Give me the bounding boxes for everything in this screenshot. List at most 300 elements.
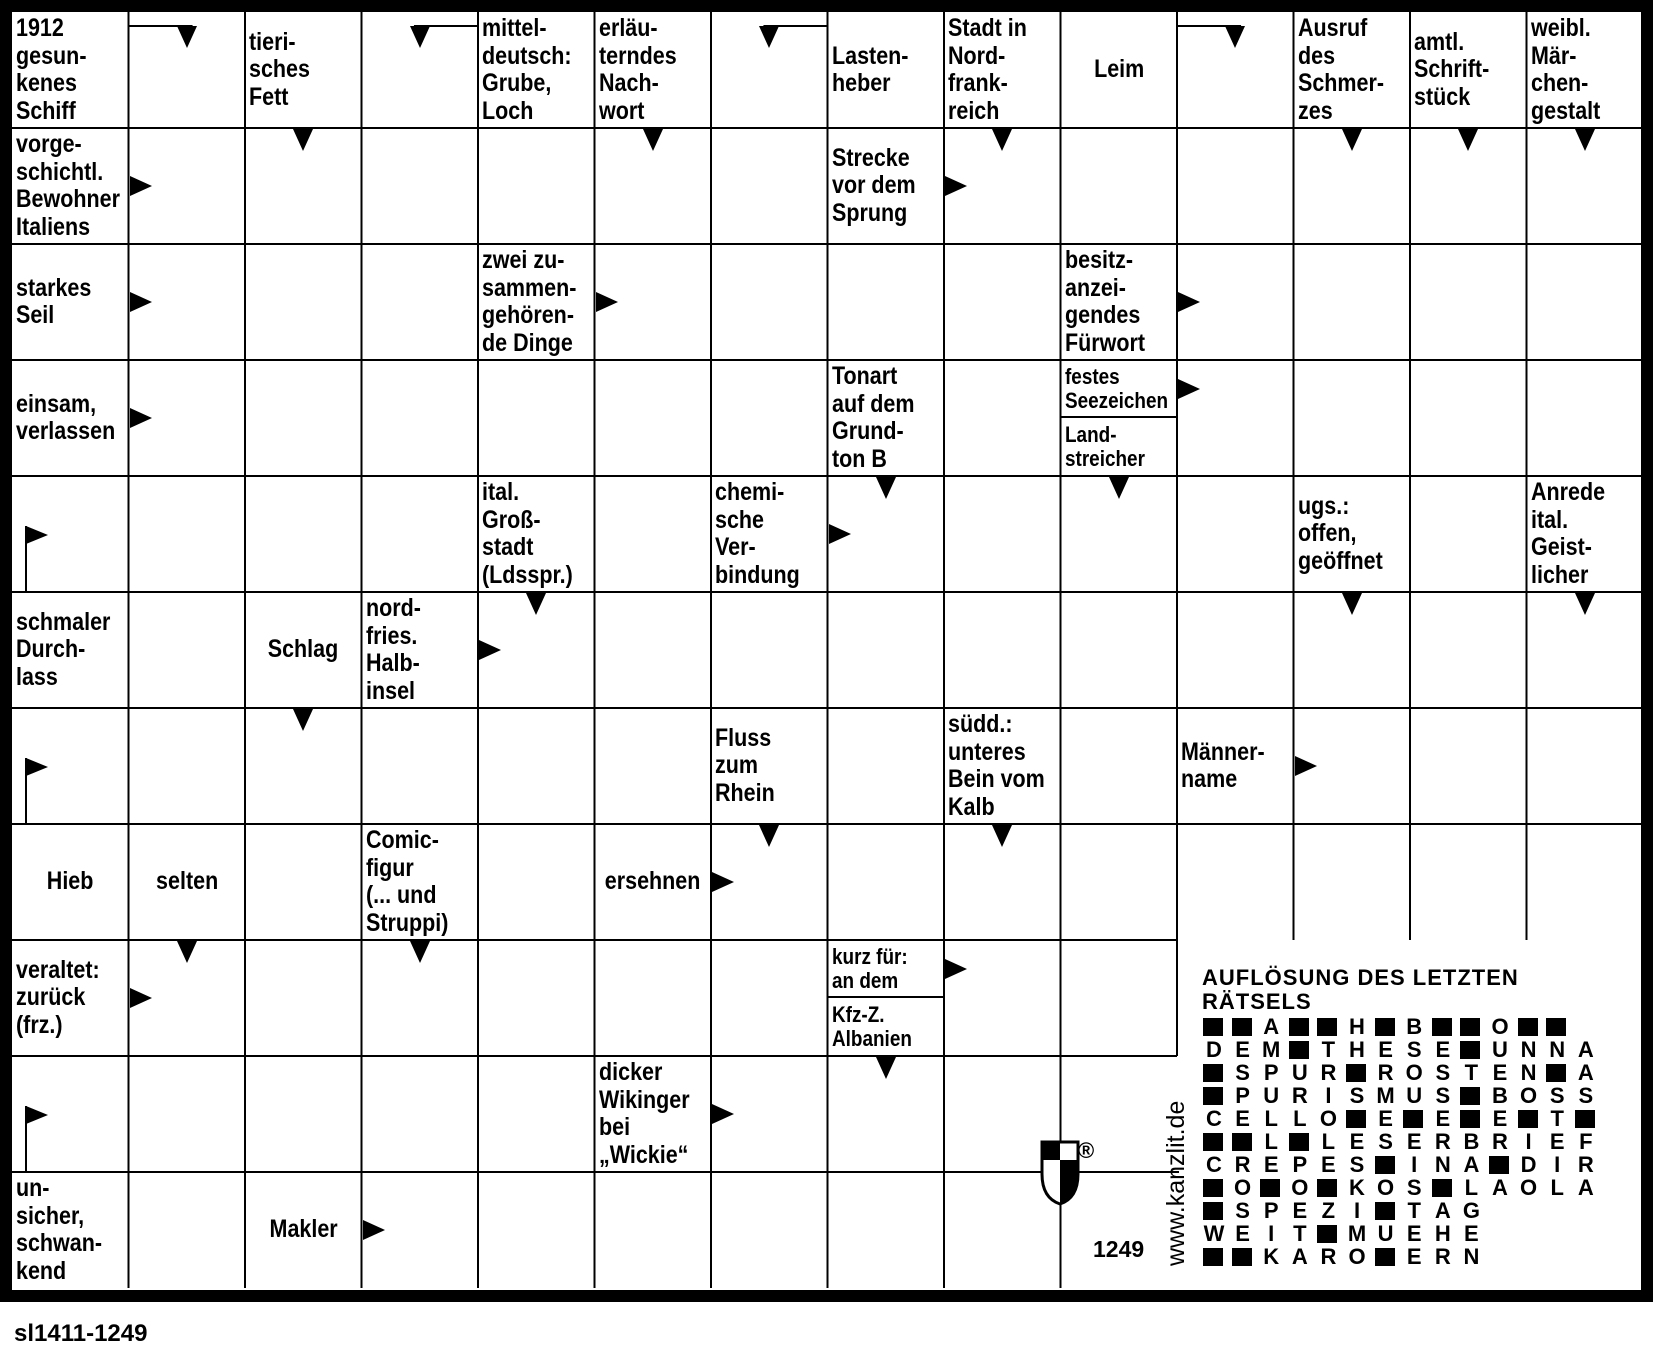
- clue-text: dicker: [598, 1058, 662, 1086]
- clue-text: Makler: [269, 1215, 338, 1244]
- answer-cell[interactable]: [364, 478, 477, 590]
- answer-cell[interactable]: [1063, 594, 1176, 706]
- solution-row: [1200, 1223, 1620, 1245]
- answer-cell[interactable]: [597, 362, 710, 474]
- clue-text: selten: [155, 867, 218, 896]
- solution-letter: G: [1462, 1198, 1480, 1223]
- solution-block: [1515, 1016, 1543, 1038]
- answer-cell[interactable]: [1529, 246, 1642, 358]
- solution-block: [1229, 1016, 1257, 1038]
- answer-cell[interactable]: [946, 478, 1059, 590]
- answer-cell[interactable]: [131, 710, 244, 822]
- answer-cell[interactable]: [480, 130, 593, 242]
- clue-text: schwan-: [16, 1229, 103, 1257]
- clue-text: vor dem: [831, 171, 916, 200]
- answer-cell[interactable]: [131, 1174, 244, 1286]
- answer-cell[interactable]: [1412, 478, 1525, 590]
- answer-cell[interactable]: [247, 478, 360, 590]
- answer-cell[interactable]: [946, 362, 1059, 474]
- solution-letter: E: [1378, 1037, 1393, 1062]
- solution-letter: U: [1492, 1037, 1508, 1062]
- solution-row: [1200, 1246, 1620, 1268]
- solution-letter: L: [1550, 1175, 1564, 1200]
- answer-cell[interactable]: [1529, 594, 1642, 706]
- clue-text: Grube,: [482, 69, 552, 97]
- answer-cell[interactable]: [1063, 130, 1176, 242]
- answer-cell[interactable]: [1063, 478, 1176, 590]
- clue-text: an dem: [831, 967, 898, 993]
- solution-block: [1200, 1131, 1228, 1153]
- solution-letter: M: [1347, 1221, 1367, 1246]
- answer-cell[interactable]: [1063, 942, 1176, 1054]
- answer-cell[interactable]: [14, 1058, 127, 1170]
- clue-text: Sprung: [831, 198, 907, 227]
- answer-cell[interactable]: [247, 942, 360, 1054]
- clue-text: Bewohner: [16, 185, 120, 213]
- answer-cell[interactable]: [14, 710, 127, 822]
- solution-letter: C: [1206, 1152, 1222, 1177]
- clue-text: insel: [365, 676, 415, 705]
- answer-cell[interactable]: [1179, 246, 1292, 358]
- solution-letter: I: [1268, 1221, 1275, 1246]
- clue-text: wort: [598, 96, 644, 125]
- clue-cell: [828, 940, 945, 997]
- solution-letter: S: [1549, 1083, 1565, 1108]
- clue-cell: [828, 128, 945, 244]
- clue-text: gehören-: [482, 301, 574, 329]
- answer-cell[interactable]: [1296, 362, 1409, 474]
- clue-text: fries.: [365, 621, 417, 650]
- solution-letter: P: [1292, 1152, 1308, 1177]
- clue-text: Schrift-: [1414, 55, 1490, 84]
- answer-cell[interactable]: [364, 246, 477, 358]
- answer-cell[interactable]: [480, 1174, 593, 1286]
- solution-block: [1486, 1154, 1514, 1176]
- answer-cell[interactable]: [1529, 710, 1642, 822]
- clue-cell: [595, 824, 712, 940]
- solution-letter: N: [1549, 1037, 1566, 1062]
- clue-text: Schmer-: [1297, 69, 1384, 97]
- solution-letter: S: [1578, 1083, 1594, 1108]
- solution-letter: B: [1463, 1129, 1480, 1154]
- clue-text: Grund-: [831, 417, 904, 445]
- clue-cell: [944, 12, 1061, 128]
- solution-letter: A: [1577, 1060, 1594, 1085]
- clue-text: besitz-: [1064, 246, 1133, 274]
- solution-letter: R: [1434, 1244, 1451, 1269]
- clue-text: Schiff: [16, 96, 76, 125]
- clue-text: un-: [16, 1174, 50, 1202]
- answer-cell[interactable]: [364, 362, 477, 474]
- clue-text: heber: [831, 69, 891, 97]
- answer-cell[interactable]: [713, 826, 826, 938]
- clue-text: zum: [715, 751, 758, 780]
- clue-text: chemi-: [715, 478, 785, 506]
- solution-block: [1372, 1200, 1400, 1222]
- clue-cell: [12, 360, 129, 476]
- answer-cell[interactable]: [1179, 826, 1292, 938]
- clue-text: kenes: [16, 69, 77, 97]
- solution-letter: S: [1349, 1083, 1365, 1108]
- solution-letter: K: [1263, 1244, 1280, 1269]
- solution-letter: E: [1435, 1037, 1451, 1062]
- clue-text: Tonart: [831, 362, 897, 390]
- answer-cell[interactable]: [1179, 478, 1292, 590]
- solution-letter: S: [1349, 1152, 1365, 1177]
- solution-block: [1372, 1246, 1400, 1268]
- answer-cell[interactable]: [713, 942, 826, 1054]
- solution-letter: E: [1263, 1152, 1279, 1177]
- answer-cell[interactable]: [597, 942, 710, 1054]
- solution-row: [1200, 1108, 1620, 1130]
- answer-cell[interactable]: [1296, 826, 1409, 938]
- answer-cell[interactable]: [1179, 130, 1292, 242]
- answer-cell[interactable]: [364, 14, 477, 126]
- answer-cell[interactable]: [597, 710, 710, 822]
- clue-text: Stadt in: [948, 14, 1027, 42]
- solution-block: [1200, 1016, 1228, 1038]
- clue-cell: [12, 592, 129, 708]
- clue-cell: [1061, 12, 1178, 128]
- clue-text: südd.:: [948, 710, 1013, 738]
- clue-text: Nach-: [598, 69, 659, 97]
- answer-cell[interactable]: [131, 130, 244, 242]
- solution-letter: O: [1291, 1175, 1309, 1200]
- answer-cell[interactable]: [1412, 362, 1525, 474]
- answer-cell[interactable]: [247, 710, 360, 822]
- answer-cell[interactable]: [713, 1058, 826, 1170]
- answer-cell[interactable]: [480, 942, 593, 1054]
- clue-cell: [1177, 708, 1294, 824]
- answer-cell[interactable]: [1529, 130, 1642, 242]
- answer-cell[interactable]: [713, 362, 826, 474]
- clue-cell: [1061, 244, 1178, 360]
- clue-text: licher: [1530, 560, 1588, 589]
- solution-block: [1457, 1108, 1485, 1130]
- answer-cell[interactable]: [480, 594, 593, 706]
- clue-text: „Wickie“: [598, 1140, 688, 1169]
- answer-cell[interactable]: [946, 594, 1059, 706]
- answer-cell[interactable]: [713, 246, 826, 358]
- clue-cell: [1294, 476, 1411, 592]
- solution-letter: A: [1492, 1175, 1508, 1200]
- answer-cell[interactable]: [1412, 594, 1525, 706]
- clue-text: Kalb: [948, 792, 995, 821]
- clue-text: name: [1181, 765, 1238, 793]
- trademark-symbol: ®: [1078, 1138, 1095, 1163]
- answer-cell[interactable]: [1529, 362, 1642, 474]
- solution-letter: A: [1434, 1198, 1451, 1223]
- clue-text: Fluss: [715, 723, 772, 752]
- clue-cell: [12, 244, 129, 360]
- clue-text: (frz.): [16, 1010, 63, 1039]
- answer-cell[interactable]: [1412, 826, 1525, 938]
- solution-block: [1200, 1177, 1228, 1199]
- solution-letter: A: [1263, 1014, 1280, 1039]
- solution-block: [1286, 1039, 1314, 1061]
- answer-cell[interactable]: [1296, 130, 1409, 242]
- solution-letter: E: [1464, 1221, 1479, 1246]
- answer-cell[interactable]: [830, 478, 943, 590]
- clue-cell: [245, 592, 362, 708]
- solution-block: [1543, 1016, 1571, 1038]
- solution-row: [1200, 1039, 1620, 1061]
- answer-cell[interactable]: [1179, 362, 1292, 474]
- solution-letter: S: [1406, 1037, 1422, 1062]
- clue-text: kend: [16, 1256, 67, 1285]
- answer-cell[interactable]: [830, 710, 943, 822]
- answer-cell[interactable]: [1296, 594, 1409, 706]
- solution-letter: U: [1377, 1221, 1394, 1246]
- answer-cell[interactable]: [14, 478, 127, 590]
- answer-cell[interactable]: [597, 594, 710, 706]
- clue-text: terndes: [598, 41, 677, 70]
- clue-text: amtl.: [1414, 27, 1465, 56]
- clue-text: ton B: [831, 444, 887, 473]
- clue-text: ital.: [1530, 505, 1568, 534]
- clue-text: kurz für:: [831, 943, 908, 969]
- solution-letter: S: [1435, 1060, 1451, 1085]
- solution-letter: O: [1348, 1244, 1366, 1269]
- solution-letter: N: [1463, 1244, 1480, 1269]
- clue-text: lass: [16, 662, 58, 691]
- answer-cell[interactable]: [946, 942, 1059, 1054]
- clue-cell: [1061, 417, 1178, 476]
- answer-cell[interactable]: [480, 1058, 593, 1170]
- answer-cell[interactable]: [946, 130, 1059, 242]
- solution-letter: L: [1321, 1129, 1336, 1154]
- clue-text: (... und: [365, 881, 436, 909]
- solution-letter: A: [1577, 1037, 1594, 1062]
- answer-cell[interactable]: [1063, 826, 1176, 938]
- answer-cell[interactable]: [131, 14, 244, 126]
- answer-cell[interactable]: [946, 826, 1059, 938]
- solution-letter: R: [1291, 1083, 1308, 1108]
- solution-block: [1314, 1016, 1342, 1038]
- answer-cell[interactable]: [131, 942, 244, 1054]
- answer-cell[interactable]: [247, 362, 360, 474]
- clue-cell: [1527, 12, 1644, 128]
- clue-text: anzei-: [1064, 273, 1126, 302]
- solution-letter: O: [1491, 1014, 1509, 1039]
- solution-letter: E: [1406, 1221, 1422, 1246]
- solution-letter: H: [1434, 1221, 1451, 1246]
- clue-text: Wikinger: [598, 1085, 690, 1114]
- solution-letter: A: [1291, 1244, 1308, 1269]
- clue-text: Comic-: [365, 826, 439, 854]
- answer-cell[interactable]: [713, 1174, 826, 1286]
- solution-letter: T: [1407, 1198, 1421, 1223]
- clue-cell: [944, 708, 1061, 824]
- solution-block: [1257, 1177, 1285, 1199]
- solution-letter: M: [1376, 1083, 1395, 1108]
- clue-text: streicher: [1064, 445, 1145, 471]
- clue-text: zes: [1297, 96, 1333, 125]
- clue-text: ersehnen: [604, 867, 701, 896]
- solution-block: [1314, 1223, 1342, 1245]
- solution-letter: O: [1234, 1175, 1252, 1200]
- answer-cell[interactable]: [1529, 826, 1642, 938]
- clue-text: Geist-: [1530, 533, 1592, 561]
- solution-letter: O: [1520, 1175, 1538, 1200]
- answer-cell[interactable]: [597, 478, 710, 590]
- clue-text: sche: [715, 505, 765, 534]
- clue-text: de Dinge: [482, 328, 573, 357]
- clue-text: nord-: [365, 594, 421, 622]
- clue-text: Nord-: [948, 41, 1006, 70]
- solution-letter: E: [1378, 1106, 1393, 1131]
- clue-cell: [129, 824, 246, 940]
- answer-cell[interactable]: [830, 1174, 943, 1286]
- website-label: www.kanzlit.de: [1162, 1100, 1190, 1266]
- solution-letter: O: [1377, 1175, 1395, 1200]
- answer-cell[interactable]: [597, 1174, 710, 1286]
- clue-text: Struppi): [365, 908, 448, 937]
- answer-cell[interactable]: [597, 130, 710, 242]
- answer-cell[interactable]: [364, 1058, 477, 1170]
- solution-letter: E: [1406, 1129, 1422, 1154]
- solution-letter: O: [1319, 1106, 1337, 1131]
- answer-cell[interactable]: [1412, 130, 1525, 242]
- solution-letter: E: [1492, 1106, 1508, 1131]
- answer-cell[interactable]: [131, 594, 244, 706]
- answer-cell[interactable]: [247, 130, 360, 242]
- answer-cell[interactable]: [1063, 710, 1176, 822]
- clue-text: schmaler: [16, 607, 111, 636]
- solution-letter: N: [1520, 1060, 1537, 1085]
- answer-cell[interactable]: [364, 710, 477, 822]
- clue-text: bei: [598, 1113, 630, 1141]
- solution-letter: U: [1291, 1060, 1308, 1085]
- solution-letter: E: [1492, 1060, 1508, 1085]
- solution-block: [1343, 1108, 1371, 1130]
- answer-cell[interactable]: [247, 826, 360, 938]
- solution-block: [1400, 1108, 1428, 1130]
- answer-cell[interactable]: [830, 826, 943, 938]
- clue-cell: [12, 1172, 129, 1288]
- clue-cell: [711, 708, 828, 824]
- solution-letter: K: [1349, 1175, 1365, 1200]
- clue-cell: [245, 1172, 362, 1288]
- clue-text: sammen-: [482, 273, 577, 302]
- answer-cell[interactable]: [131, 1058, 244, 1170]
- solution-title: AUFLÖSUNG DES LETZTEN RÄTSELS: [1202, 965, 1519, 1014]
- answer-cell[interactable]: [597, 246, 710, 358]
- answer-cell[interactable]: [480, 362, 593, 474]
- answer-cell[interactable]: [713, 14, 826, 126]
- clue-text: figur: [365, 853, 414, 882]
- clue-text: frank-: [948, 69, 1008, 97]
- answer-cell[interactable]: [713, 594, 826, 706]
- answer-cell[interactable]: [1179, 594, 1292, 706]
- answer-cell[interactable]: [131, 362, 244, 474]
- answer-cell[interactable]: [131, 478, 244, 590]
- clue-text: Italiens: [16, 212, 91, 241]
- solution-letter: I: [1353, 1198, 1361, 1223]
- clue-text: veraltet:: [16, 955, 100, 984]
- clue-text: schichtl.: [16, 157, 104, 186]
- clue-text: gesun-: [16, 41, 87, 70]
- answer-cell[interactable]: [480, 826, 593, 938]
- solution-letter: R: [1320, 1060, 1337, 1085]
- answer-cell[interactable]: [946, 246, 1059, 358]
- clue-text: gendes: [1064, 301, 1140, 329]
- solution-letter: H: [1349, 1014, 1365, 1039]
- clue-text: Strecke: [831, 143, 910, 172]
- answer-cell[interactable]: [480, 710, 593, 822]
- answer-cell[interactable]: [1296, 246, 1409, 358]
- clue-text: zwei zu-: [482, 246, 565, 274]
- answer-cell[interactable]: [1412, 246, 1525, 358]
- solution-letter: A: [1577, 1175, 1594, 1200]
- clue-text: Albanien: [831, 1025, 912, 1051]
- solution-letter: E: [1435, 1106, 1451, 1131]
- clue-text: weibl.: [1530, 14, 1591, 42]
- clue-text: sicher,: [16, 1201, 85, 1230]
- clue-text: verlassen: [16, 417, 116, 445]
- clue-text: ital.: [482, 478, 520, 506]
- clue-text: bindung: [715, 560, 800, 589]
- solution-letter: E: [1235, 1106, 1250, 1131]
- solution-letter: B: [1492, 1083, 1508, 1108]
- answer-cell[interactable]: [1179, 14, 1292, 126]
- solution-letter: S: [1435, 1083, 1451, 1108]
- clue-text: Anrede: [1530, 478, 1605, 506]
- answer-cell[interactable]: [830, 1058, 943, 1170]
- solution-letter: R: [1434, 1129, 1451, 1154]
- clue-text: (Ldsspr.): [482, 560, 573, 589]
- solution-letter: T: [1550, 1106, 1564, 1131]
- solution-letter: A: [1463, 1152, 1480, 1177]
- clue-text: Durch-: [16, 635, 86, 664]
- clue-cell: [1061, 360, 1178, 417]
- answer-cell[interactable]: [1412, 710, 1525, 822]
- solution-letter: L: [1293, 1106, 1307, 1131]
- solution-letter: S: [1406, 1175, 1422, 1200]
- solution-letter: O: [1405, 1060, 1423, 1085]
- solution-letter: I: [1525, 1129, 1532, 1154]
- clue-text: zurück: [16, 983, 86, 1012]
- solution-letter: R: [1577, 1152, 1594, 1177]
- solution-row: [1200, 1062, 1620, 1084]
- clue-text: Ausruf: [1297, 14, 1367, 42]
- clue-text: Mär-: [1530, 41, 1576, 70]
- clue-text: Halb-: [365, 649, 420, 677]
- solution-block: [1515, 1108, 1543, 1130]
- answer-cell[interactable]: [364, 1174, 477, 1286]
- solution-block: [1314, 1177, 1342, 1199]
- solution-letter: I: [1411, 1152, 1418, 1177]
- solution-letter: L: [1264, 1129, 1278, 1154]
- answer-cell[interactable]: [364, 130, 477, 242]
- solution-letter: W: [1203, 1221, 1225, 1246]
- answer-cell[interactable]: [713, 130, 826, 242]
- clue-cell: [478, 476, 595, 592]
- clue-text: stück: [1414, 82, 1471, 111]
- answer-cell[interactable]: [131, 246, 244, 358]
- answer-cell[interactable]: [830, 246, 943, 358]
- clue-cell: [1527, 476, 1644, 592]
- answer-cell[interactable]: [364, 942, 477, 1054]
- solution-letter: T: [1464, 1060, 1479, 1085]
- clue-text: offen,: [1297, 519, 1357, 548]
- answer-cell[interactable]: [247, 246, 360, 358]
- clue-text: Land-: [1064, 421, 1117, 447]
- answer-cell[interactable]: [830, 594, 943, 706]
- answer-cell[interactable]: [1296, 710, 1409, 822]
- answer-cell[interactable]: [247, 1058, 360, 1170]
- solution-letter: I: [1554, 1152, 1561, 1177]
